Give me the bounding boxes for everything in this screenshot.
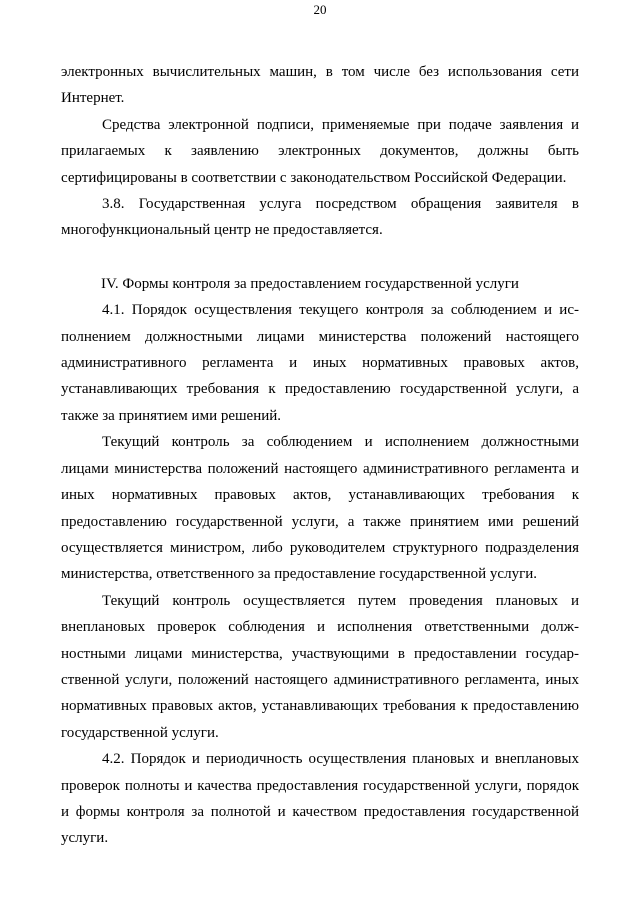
paragraph-current-control: Текущий контроль за соблюдением и исполнением должностными лицами министерства положений настоящего административного регламента и иных нормативных правовых актов, устанавливающих требования к предоставлению государственной услуги, а также принятием ими решений осуществляется министром, либо руководителем структурного подразделения министерства, ответственного за предоставление государственной услуги.: [61, 434, 579, 583]
paragraph-current-control-method: Текущий контроль осуществляется путем проведения плановых и внеплановых проверок соблюдения и исполнения ответственными должностными лицами министерства, участвующими в предоставлении государственной услуги, положений настоящего административного регламента, иных нормативных правовых актов, устанавливающих требования к предоставлению государственной услуги.: [61, 592, 579, 741]
section-spacer: [61, 244, 579, 271]
page-number: 20: [313, 2, 327, 17]
paragraph-4-1: 4.1. Порядок осуществления текущего контроля за соблюдением и исполнением должностными лицами министерства положений настоящего административного регламента и иных нормативных правовых актов, устанавливающих требования к предоставлению государственной услуги, а также за принятием ими решений.: [61, 302, 579, 424]
paragraph-electronic-signature: Средства электронной подписи, применяемые при подаче заявления и прилагаемых к заявлению электронных документов, должны быть сертифицированы в соответствии с законодательством Российской Федерации.: [61, 116, 579, 186]
paragraph-4-2: 4.2. Порядок и периодичность осуществления плановых и внеплановых проверок полноты и качества предоставления государственной услуги, порядок и формы контроля за полнотой и качеством предоставления государственной услуги.: [61, 751, 579, 847]
paragraph-3-8: 3.8. Государственная услуга посредством обращения заявителя в многофункциональный центр не предоставляется.: [61, 196, 579, 239]
document-body: [61, 59, 579, 852]
paragraph-continuation: электронных вычислительных машин, в том числе без использования сети Интернет.: [61, 64, 579, 107]
section-heading: IV. Формы контроля за предоставлением государственной услуги: [101, 275, 519, 292]
